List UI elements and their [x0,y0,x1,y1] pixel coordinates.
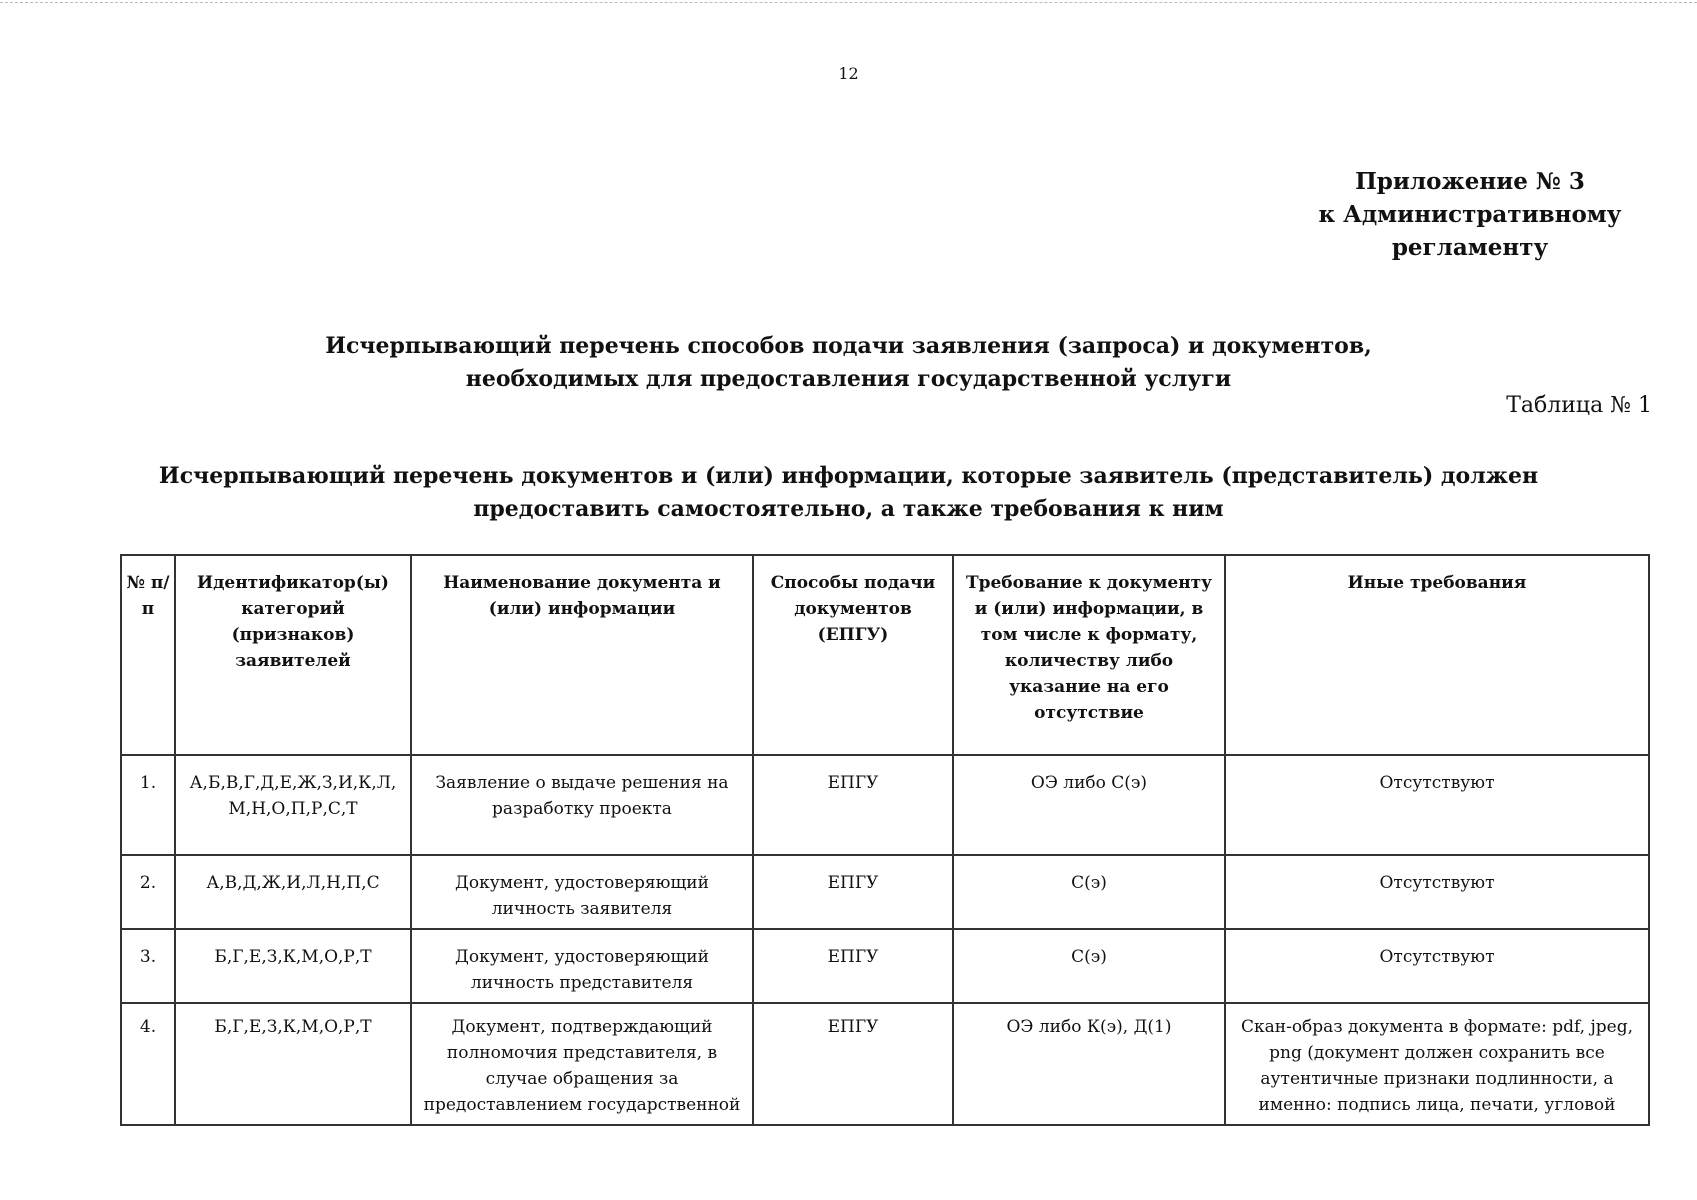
cell-document-name: Заявление о выдаче решения на разработку проекта [411,755,753,855]
header-other-requirements: Иные требования [1225,555,1649,755]
table-row [121,755,1649,855]
table-heading-line-2: предоставить самостоятельно, а также требования к ним [473,496,1224,522]
cell-number: 4. [121,1003,175,1125]
header-applicant-ids: Идентификатор(ы) категорий (признаков) заявителей [175,555,411,755]
header-number: № п/п [121,555,175,755]
cell-document-name: Документ, удостоверяющий личность представителя [411,929,753,1003]
table-row [121,855,1649,929]
cell-submission-method: ЕПГУ [753,929,953,1003]
header-document-requirements: Требование к документу и (или) информации, в том числе к формату, количеству либо указание на его отсутствие [953,555,1225,755]
appendix-line-3: регламенту [1391,234,1549,261]
document-title-line-1: Исчерпывающий перечень способов подачи заявления (запроса) и документов, [325,333,1372,359]
cell-applicant-ids: А,В,Д,Ж,И,Л,Н,П,С [175,855,411,929]
table-row [121,1003,1649,1125]
cell-other-requirements: Скан-образ документа в формате: pdf, jpeg, png (документ должен сохранить все аутентичные признаки подлинности, а именно: подпись лица, печати, угловой [1225,1003,1649,1125]
cell-requirements: ОЭ либо С(э) [953,755,1225,855]
cell-number: 3. [121,929,175,1003]
cell-other-requirements: Отсутствуют [1225,855,1649,929]
table-label: Таблица № 1 [1506,393,1652,418]
cell-document-name: Документ, подтверждающий полномочия представителя, в случае обращения за предоставлением государственной [411,1003,753,1125]
cell-other-requirements: Отсутствуют [1225,755,1649,855]
cell-document-name: Документ, удостоверяющий личность заявителя [411,855,753,929]
appendix-line-1: Приложение № 3 [1355,168,1585,195]
cell-requirements: С(э) [953,855,1225,929]
cell-submission-method: ЕПГУ [753,1003,953,1125]
cell-requirements: ОЭ либо К(э), Д(1) [953,1003,1225,1125]
cell-number: 1. [121,755,175,855]
cell-applicant-ids: А,Б,В,Г,Д,Е,Ж,З,И,К,Л, М,Н,О,П,Р,С,Т [175,755,411,855]
table-heading-line-1: Исчерпывающий перечень документов и (или) информации, которые заявитель (представитель) должен [158,463,1539,489]
appendix-block [1300,165,1640,264]
document-title-line-2: необходимых для предоставления государственной услуги [465,366,1232,392]
cell-number: 2. [121,855,175,929]
table-heading [0,460,1697,526]
cell-requirements: С(э) [953,929,1225,1003]
scan-top-edge [0,2,1697,3]
appendix-line-2: к Административному [1318,201,1622,228]
header-submission-methods: Способы подачи документов (ЕПГУ) [753,555,953,755]
documents-table [120,554,1650,1126]
table-header-row [121,555,1649,755]
cell-other-requirements: Отсутствуют [1225,929,1649,1003]
document-title [0,330,1697,396]
table-row [121,929,1649,1003]
cell-submission-method: ЕПГУ [753,755,953,855]
cell-applicant-ids: Б,Г,Е,З,К,М,О,Р,Т [175,929,411,1003]
cell-submission-method: ЕПГУ [753,855,953,929]
header-document-name: Наименование документа и (или) информации [411,555,753,755]
page-number: 12 [838,64,859,83]
cell-applicant-ids: Б,Г,Е,З,К,М,О,Р,Т [175,1003,411,1125]
